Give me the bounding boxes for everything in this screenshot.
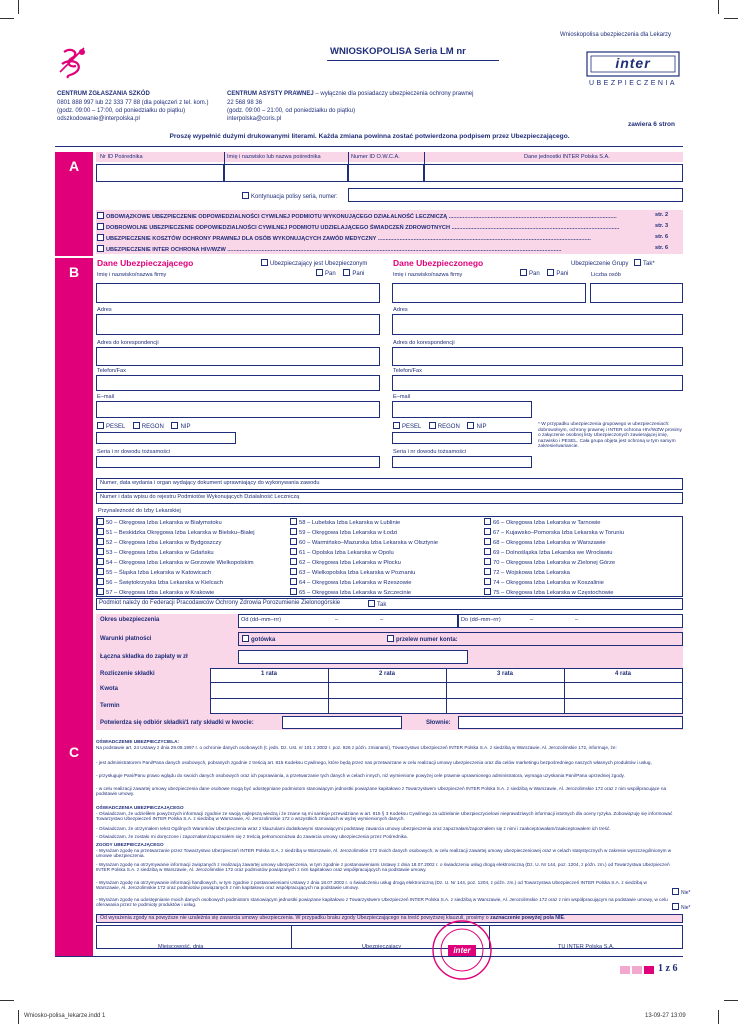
file-name: Wniosko-polisa_lekarze.indd 1 <box>24 1013 106 1019</box>
chamber-item[interactable] <box>484 538 606 547</box>
left-name-label: Imię i nazwisko/nazwa firmy <box>97 272 167 278</box>
left-doc-field[interactable] <box>96 456 380 468</box>
chamber-label: 64 – Okręgowa Izba Lekarska w Rzeszowie <box>299 580 412 586</box>
inter-unit-label: Dane jednostki INTER Polska S.A. <box>524 154 610 160</box>
intermediary-name-label: Imię i nazwisko lub nazwa pośrednika <box>227 154 321 160</box>
count-label: Liczba osób <box>591 272 621 278</box>
same-person-row: Ubezpieczający jest Ubezpieczonym <box>261 259 367 268</box>
header-tagline: Wnioskopolisa ubezpieczenia dla Lekarzy <box>560 32 672 38</box>
chamber-item[interactable] <box>97 528 255 537</box>
confirm-label: Potwierdza się odbiór składki/1 raty składki w kwocie: <box>100 720 254 726</box>
federation-checkbox[interactable] <box>368 600 375 607</box>
left-nip-checkbox[interactable] <box>171 422 178 429</box>
crop-mark <box>724 1000 738 1001</box>
policyholder-sign-label: Ubezpieczający <box>362 944 402 950</box>
left-doc-label: Seria i nr dowodu tożsamości <box>97 449 171 455</box>
cash-row: gotówka <box>242 635 275 644</box>
chamber-label: 67 – Kujawsko–Pomorska Izba Lekarska w Toruniu <box>493 530 625 536</box>
in-words-label: Słownie: <box>426 720 451 726</box>
chamber-checkbox[interactable] <box>290 568 297 575</box>
consent-3: - Wyrażam zgodę na otrzymywanie informacji handlowych, w tym zgodnie z postanowieniami Ustawy z dnia 18.07.2002 r. o świadczeniu usług drogą elektroniczną (Dz. U. Nr 144, poz. 1204, z późn. zm.) od Towarzystwa Ubezpieczeń INTER Polska S.A. z siedzibą w Warszawie, Al. Jerozolimskie 172 oraz podmiotów powiązanych z nim kapitałowo oraz współpracujących na podstawie umowy. <box>96 880 647 891</box>
terms-field[interactable] <box>238 632 683 646</box>
section-b-marker: B <box>55 258 93 738</box>
instruction: Proszę wypełnić dużymi drukowanymi literami. Każda zmiana powinna zostać potwierdzona podpisem przez Ubezpieczającego. <box>169 133 570 140</box>
owca-id-label: Numer ID O.W.C.A. <box>351 154 400 160</box>
chamber-item[interactable] <box>97 578 223 587</box>
policy-number-line <box>327 60 499 61</box>
left-phone-label: Telefon/Fax <box>97 368 126 374</box>
right-id-type-row: PESEL REGON NIP <box>393 422 487 431</box>
left-pesel-checkbox[interactable] <box>97 422 104 429</box>
chamber-item[interactable] <box>97 538 221 547</box>
statement-2: - Oświadczam, że otrzymałem tekst Ogólnych Warunków Ubezpieczenia wraz z klauzulami dodatkowymi stanowiącymi podstawę zawarcia umowy ubezpieczenia oraz zapoznałam/zapoznałem się z nimi i zaakceptowałam/zaakceptowałem ich treść. <box>96 826 611 831</box>
installment-2: 2 rata <box>378 671 395 677</box>
confirm-amount-field[interactable] <box>282 716 402 729</box>
chamber-checkbox[interactable] <box>290 548 297 555</box>
statement-3: - Oświadczam, że zostało mi doręczone i zapoznałam/zapoznałem się z treścią pełnomocnictwa do zawarcia umowy ubezpieczenia przez Pośrednika. <box>96 834 408 839</box>
chamber-checkbox[interactable] <box>290 588 297 595</box>
chamber-checkbox[interactable] <box>484 568 491 575</box>
chamber-item[interactable] <box>484 528 624 537</box>
form-title: WNIOSKOPOLISA Seria LM nr <box>330 46 466 57</box>
crop-mark <box>718 0 719 14</box>
chamber-item[interactable] <box>484 568 570 577</box>
chamber-checkbox[interactable] <box>290 558 297 565</box>
federation-label: Podmiot należy do Federacji Pracodawców Ochrony Zdrowia Porozumienie Zielonogórskie <box>99 600 341 606</box>
chamber-label: 70 – Okręgowa Izba Lekarska w Zielonej Górze <box>493 560 616 566</box>
insurer-sign-label: TU INTER Polska S.A. <box>558 944 615 950</box>
chamber-item[interactable] <box>484 518 601 527</box>
declaration-b3: - w celu realizacji zawartej umowy ubezpieczenia dane osobowe mogą być udostępniane podmiotom stanowiącym jednostki powiązane kapitałowo z Towarzystwem Ubezpieczeń INTER Polska S.A. z siedzibą w Warszawie, Al. Jerozolimskie 172 oraz z nim współpracujące na podstawie umowy. <box>96 786 667 797</box>
place-date-label: Miejscowość, dnia <box>158 944 204 950</box>
claims-phone: 0801 888 997 lub 22 333 77 88 (dla połączeń z tel. kom.) <box>57 100 209 106</box>
chamber-checkbox[interactable] <box>290 578 297 585</box>
chamber-title: Przynależność do Izby Lekarskiej <box>98 508 181 514</box>
continuation-checkbox[interactable] <box>242 192 249 199</box>
chamber-label: 60 – Warmińsko–Mazurska Izba Lekarska w Olsztynie <box>299 540 438 546</box>
chamber-item[interactable] <box>97 518 222 527</box>
right-phone-field[interactable] <box>392 375 683 391</box>
right-pan-checkbox[interactable] <box>520 269 527 276</box>
right-corr-field[interactable] <box>392 347 683 366</box>
chamber-label: 56 – Świętokrzyska Izba Lekarska w Kielcach <box>106 580 223 586</box>
deadline-label: Termin <box>100 703 120 709</box>
caduceus-icon <box>58 44 90 80</box>
left-name-field[interactable] <box>96 283 380 303</box>
chamber-checkbox[interactable] <box>290 538 297 545</box>
chamber-label: 62 – Okręgowa Izba Lekarska w Płocku <box>299 560 401 566</box>
left-id-type-row: PESEL REGON NIP <box>97 422 191 431</box>
insurance-row-4: UBEZPIECZENIE INTER OCHRONA HIV/WZW ....................................................................................................................................................................................................................... <box>97 245 672 254</box>
logo-wordmark: inter <box>615 55 651 71</box>
left-pani-checkbox[interactable] <box>343 269 350 276</box>
right-regon-checkbox[interactable] <box>429 422 436 429</box>
legal-phone: 22 568 98 36 <box>227 100 263 106</box>
chamber-checkbox[interactable] <box>290 528 297 535</box>
section-c-marker: C <box>55 738 93 956</box>
total-field[interactable] <box>238 650 468 664</box>
from-dash: – <box>335 617 339 623</box>
signature-divider <box>291 925 292 949</box>
group-footnote: * W przypadku ubezpieczenia grupowego w ubezpieczeniach: dobrowolnym, ochrony prawnej i INTER ochrona HIV/WZW prosimy o załączenie osobnej listy Ubezpieczonych zawierającej imię, nazwisko i PESEL. Cała grupa objęta jest ochroną w tym samym zakresie/wariancie. <box>538 422 682 450</box>
insurance-row-2: DOBROWOLNE UBEZPIECZENIE ODPOWIEDZIALNOŚCI CYWILNEJ PODMIOTU UDZIELAJĄCEGO ŚWIADCZEŃ ZDROWOTNYCH ............................................................................................................ <box>97 223 672 232</box>
page-number: 1 z 6 <box>658 963 678 974</box>
to-dash-2: – <box>575 617 579 623</box>
consent-3-nie-checkbox[interactable] <box>672 888 679 895</box>
left-address-label: Adres <box>97 307 112 313</box>
chamber-checkbox[interactable] <box>97 528 104 535</box>
settlement-label: Rozliczenie składki <box>100 671 155 677</box>
nie-row-1: Nie* <box>672 888 690 896</box>
amount-label: Kwota <box>100 686 118 692</box>
left-email-field[interactable] <box>96 401 380 418</box>
chamber-item[interactable] <box>290 578 411 587</box>
right-pesel-checkbox[interactable] <box>393 422 400 429</box>
consents-title: ZGODY UBEZPIECZAJĄCEGO <box>96 842 164 847</box>
chamber-label: 66 – Okręgowa Izba Lekarska w Tarnowie <box>493 520 601 526</box>
insurance-page-2: str. 3 <box>655 223 669 229</box>
consent-2: - Wyrażam zgodę na otrzymywanie informacji związanych z realizacją zawartej umowy ubezpieczenia, w tym zgodnie z postanowieniami Ustawy z dnia 18.07.2002 r. o świadczeniu usług drogą elektroniczną (Dz. U. Nr 144, poz. 1204, z późn. zm.) od Towarzystwa Ubezpieczeń INTER Polska S.A. z siedzibą w Warszawie, Al. Jerozolimskie 172 oraz podmiotów powiązanych z nim kapitałowo oraz współpracujących na podstawie umowy. <box>96 862 670 873</box>
claims-email: odszkodowanie@interpolska.pl <box>57 116 140 122</box>
chamber-item[interactable] <box>290 548 394 557</box>
same-person-checkbox[interactable] <box>261 259 268 266</box>
statements-title: OŚWIADCZENIA UBEZPIECZAJĄCEGO <box>96 805 184 810</box>
chamber-checkbox[interactable] <box>484 538 491 545</box>
chamber-item[interactable] <box>290 538 438 547</box>
chamber-label: 65 – Okręgowa Izba Lekarska w Szczecinie <box>299 590 412 596</box>
crop-mark <box>0 1000 14 1001</box>
chamber-checkbox[interactable] <box>484 518 491 525</box>
period-label: Okres ubezpieczenia <box>100 617 160 623</box>
to-label: Do (dd–mm–rrr) <box>461 617 501 623</box>
declaration-b2: - przysługuje Pani/Panu prawo wglądu do swoich danych osobowych oraz ich poprawiania, a przetwarzanie tych danych w celach innych, niż wymienione powyżej cele prawnie uprawnionego administratora, wymaga uzyskania Pani/Pana uprzedniej zgody. <box>96 773 625 778</box>
chamber-label: 68 – Okręgowa Izba Lekarska w Warszawie <box>493 540 606 546</box>
chamber-item[interactable] <box>97 558 254 567</box>
intermediary-id-label: Nr ID Pośrednika <box>100 154 143 160</box>
chamber-checkbox[interactable] <box>484 558 491 565</box>
crop-mark <box>0 18 14 19</box>
chamber-checkbox[interactable] <box>97 558 104 565</box>
chamber-item[interactable] <box>290 588 411 597</box>
insurance-checkbox-3[interactable] <box>97 234 104 241</box>
right-pani-checkbox[interactable] <box>547 269 554 276</box>
insurance-checkbox-2[interactable] <box>97 223 104 230</box>
chamber-checkbox[interactable] <box>484 548 491 555</box>
claims-hours: (godz. 09:00 – 17:00, od poniedziałku do piątku) <box>57 108 186 114</box>
chamber-label: 55 – Śląska Izba Lekarska w Katowicach <box>106 570 212 576</box>
chamber-checkbox[interactable] <box>484 588 491 595</box>
chamber-label: 57 – Okręgowa Izba Lekarska w Krakowie <box>106 590 215 596</box>
chamber-item[interactable] <box>97 568 211 577</box>
chamber-label: 58 – Lubelska Izba Lekarska w Lublinie <box>299 520 401 526</box>
group-checkbox[interactable] <box>634 259 641 266</box>
insurance-page-1: str. 2 <box>655 212 669 218</box>
insurance-page-4: str. 6 <box>655 245 669 251</box>
installment-1: 1 rata <box>260 671 277 677</box>
right-id-number-field[interactable] <box>392 432 532 444</box>
chamber-checkbox[interactable] <box>97 518 104 525</box>
federation-tak-row: Tak <box>368 600 386 609</box>
from-label: Od (dd–mm–rrr) <box>241 617 282 623</box>
left-address-field[interactable] <box>96 314 380 335</box>
owca-id-field[interactable] <box>348 164 424 182</box>
right-doc-label: Seria i nr dowodu tożsamości <box>393 449 467 455</box>
refusal-text: Od wyrażenia zgody na powyższe nie uzależnia się zawarcia umowy ubezpieczenia. W przypadku braku zgody Ubezpieczającego na treść powyższej klauzuli, prosimy o zaznaczenie powyżej pola NIE. <box>100 915 566 921</box>
chamber-label: 50 – Okręgowa Izba Lekarska w Białymstoku <box>106 520 222 526</box>
chamber-checkbox[interactable] <box>484 528 491 535</box>
continuation-row: Kontynuacja polisy seria, numer: <box>242 192 338 201</box>
installment-3: 3 rata <box>496 671 513 677</box>
insurance-row-1: OBOWIĄZKOWE UBEZPIECZENIE ODPOWIEDZIALNOŚCI CYWILNEJ PODMIOTU WYKONUJĄCEGO DZIAŁALNOŚĆ LECZNICZĄ ............................................................................................................ <box>97 212 672 221</box>
transfer-row: przelew numer konta: <box>387 635 458 644</box>
legal-assist-title: CENTRUM ASYSTY PRAWNEJ – wyłącznie dla posiadaczy ubezpieczenia ochrony prawnej <box>227 91 474 97</box>
left-corr-label: Adres do korespondencji <box>97 340 159 346</box>
inter-unit-field[interactable] <box>424 164 683 182</box>
declaration-b1: - jest administratorem Pani/Pana danych osobowych, pobranych zgodnie z treścią art. 815 Kodeksu Cywilnego, które będą przez nas przetwarzane w celu realizacji umowy ubezpieczenia oraz dla celów marketingu bezpośredniego naszych własnych produktów i usług, <box>96 760 652 765</box>
continuation-number-field[interactable] <box>348 188 683 202</box>
chamber-item[interactable] <box>97 548 214 557</box>
insured-title: Dane Ubezpieczonego <box>393 258 484 268</box>
chamber-label: 74 – Okręgowa Izba Lekarska w Koszalinie <box>493 580 604 586</box>
logo-subtitle: UBEZPIECZENIA <box>588 80 678 87</box>
right-title-row: Pan Pani <box>520 269 568 278</box>
pages-note: zawiera 6 stron <box>628 121 675 128</box>
chamber-item[interactable] <box>290 528 397 537</box>
inter-logo <box>583 50 683 90</box>
chamber-checkbox[interactable] <box>97 568 104 575</box>
right-address-label: Adres <box>393 307 408 313</box>
frame-bottom <box>55 956 683 957</box>
chamber-item[interactable] <box>290 558 401 567</box>
terms-label: Warunki płatności <box>100 636 152 642</box>
chamber-checkbox[interactable] <box>97 578 104 585</box>
left-pan-checkbox[interactable] <box>316 269 323 276</box>
chamber-item[interactable] <box>290 518 400 527</box>
crop-mark <box>718 1010 719 1024</box>
declaration-title: OŚWIADCZENIE UBEZPIECZYCIELA: <box>96 739 180 744</box>
page-square-1 <box>620 966 630 974</box>
chamber-label: 54 – Okręgowa Izba Lekarska w Gorzowie Wielkopolskim <box>106 560 254 566</box>
right-name-label: Imię i nazwisko/nazwa firmy <box>393 272 463 278</box>
right-nip-checkbox[interactable] <box>467 422 474 429</box>
right-email-field[interactable] <box>392 401 532 418</box>
chamber-item[interactable] <box>97 588 214 597</box>
company-stamp <box>430 918 494 982</box>
section-a-marker: A <box>55 152 93 256</box>
consent-1: - Wyrażam zgodę na przetwarzanie przez Towarzystwo Ubezpieczeń INTER Polska S.A. z siedzibą w Warszawie, Al. Jerozolimskie 172 moich danych osobowych, w celu realizacji zawartej umowy ubezpieczeniowej oraz w celach statystycznych w zakresie wyszczególnionym w umowie ubezpieczenia. <box>96 848 672 859</box>
total-label: Łączna składka do zapłaty w zł <box>100 654 188 660</box>
register-label: Numer i data wpisu do rejestru Podmiotów Wykonujących Działalność Leczniczą <box>100 494 300 500</box>
chamber-label: 52 – Okręgowa Izba Lekarska w Bydgoszczy <box>106 540 222 546</box>
installment-4: 4 rata <box>614 671 631 677</box>
left-phone-field[interactable] <box>96 375 380 391</box>
legal-hours: (godz. 09:00 – 21:00, od poniedziałku do piątku) <box>227 108 356 114</box>
chamber-label: 53 – Okręgowa Izba Lekarska w Gdańsku <box>106 550 214 556</box>
left-email-label: E–mail <box>97 394 115 400</box>
crop-mark <box>724 18 738 19</box>
insurance-row-3: UBEZPIECZENIE KOSZTÓW OCHRONY PRAWNEJ DLA OSÓB WYKONUJĄCYCH ZAWÓD MEDYCZNY ......................................................................................................................................... <box>97 234 672 243</box>
chamber-label: 59 – Okręgowa Izba Lekarska w Łodzi <box>299 530 398 536</box>
intermediary-name-field[interactable] <box>224 164 348 182</box>
in-words-field[interactable] <box>458 716 683 729</box>
consent-4-nie-checkbox[interactable] <box>672 903 679 910</box>
insurance-checkbox-1[interactable] <box>97 212 104 219</box>
declaration-text: Na podstawie art. 24 Ustawy z dnia 29.08.1997 r. o ochronie danych osobowych (t. jedn. Dz. Ust. nr 101 z 2002 r. poz. 926 z późn. zmianami), Towarzystwo Ubezpieczeń INTER Polska S.A. z siedzibą w Warszawie, Al. Jerozolimskie 172, informuje, że: <box>96 745 617 750</box>
chamber-checkbox[interactable] <box>97 538 104 545</box>
legal-email: interpolska@coris.pl <box>227 116 282 122</box>
left-regon-checkbox[interactable] <box>133 422 140 429</box>
doc-number-label: Numer, data wydania i organ wydający dokument uprawniający do wykonywania zawodu <box>100 480 320 486</box>
count-field[interactable] <box>590 283 683 303</box>
chamber-checkbox[interactable] <box>290 518 297 525</box>
chamber-label: 51 – Beskidzka Okręgowa Izba Lekarska w Bielsku–Białej <box>106 530 255 536</box>
right-address-field[interactable] <box>392 314 683 335</box>
chamber-label: 69 – Dolnośląska Izba Lekarska we Wrocławiu <box>493 550 613 556</box>
chamber-item[interactable] <box>484 588 614 597</box>
right-name-field[interactable] <box>392 283 586 303</box>
insurance-checkbox-4[interactable] <box>97 245 104 252</box>
chamber-label: 63 – Wielkopolska Izba Lekarska w Poznaniu <box>299 570 416 576</box>
policyholder-title: Dane Ubezpieczającego <box>97 258 194 268</box>
chamber-item[interactable] <box>290 568 415 577</box>
right-corr-label: Adres do korespondencji <box>393 340 455 346</box>
chamber-label: 75 – Okręgowa Izba Lekarska w Częstochowie <box>493 590 614 596</box>
chamber-checkbox[interactable] <box>97 588 104 595</box>
chamber-item[interactable] <box>484 578 604 587</box>
left-id-number-field[interactable] <box>96 432 236 444</box>
insurance-page-3: str. 6 <box>655 234 669 240</box>
nie-row-2: Nie* <box>672 903 690 911</box>
chamber-checkbox[interactable] <box>484 578 491 585</box>
from-dash-2: – <box>380 617 384 623</box>
chamber-label: 72 – Wojskowa Izba Lekarska <box>493 570 570 576</box>
to-dash: – <box>530 617 534 623</box>
file-date: 13-09-27 13:09 <box>645 1013 686 1019</box>
frame-top <box>55 146 683 147</box>
page-square-2 <box>632 966 642 974</box>
left-corr-field[interactable] <box>96 347 380 366</box>
claims-center-title: CENTRUM ZGŁASZANIA SZKÓD <box>57 91 150 97</box>
page-square-3 <box>644 966 654 974</box>
group-row: Ubezpieczenie Grupy Tak* <box>571 261 655 267</box>
crop-mark <box>18 0 19 14</box>
left-title-row: Pan Pani <box>316 269 364 278</box>
right-phone-label: Telefon/Fax <box>393 368 422 374</box>
statement-1: - Oświadczam, że udzieliłem powyższych informacji zgodnie ze swoją najlepszą wiedzą i że znane są mi sankcje przewidziane w art. 815 § 3 Kodeksu Cywilnego za udzielanie Ubezpieczycielowi nieprawdziwych informacji istotnych dla oceny ryzyka. Zobowiązuję się informować Towarzystwo Ubezpieczeń INTER Polska S.A. z siedzibą w Warszawie, Al. Jerozolimskie 172 o wszystkich zmianach w wyżej wymienionych danych. <box>96 811 673 822</box>
right-doc-field[interactable] <box>392 456 532 468</box>
chamber-item[interactable] <box>484 548 612 557</box>
crop-mark <box>18 1010 19 1024</box>
stamp-text: inter <box>453 946 471 955</box>
chamber-checkbox[interactable] <box>97 548 104 555</box>
consent-4: - Wyrażam zgodę na udostępnianie moich danych osobowych podmiotom stanowiącym jednostki powiązane kapitałowo z Towarzystwem Ubezpieczeń INTER Polska S.A. z siedzibą w Warszawie, Al. Jerozolimskie 172 oraz z nim współpracującym na podstawie umowy, w celu oferowania przez te podmioty produktów i usług. <box>96 897 668 908</box>
right-email-label: E–mail <box>393 394 411 400</box>
chamber-label: 61 – Opolska Izba Lekarska w Opolu <box>299 550 394 556</box>
chamber-item[interactable] <box>484 558 615 567</box>
intermediary-id-field[interactable] <box>96 164 224 182</box>
